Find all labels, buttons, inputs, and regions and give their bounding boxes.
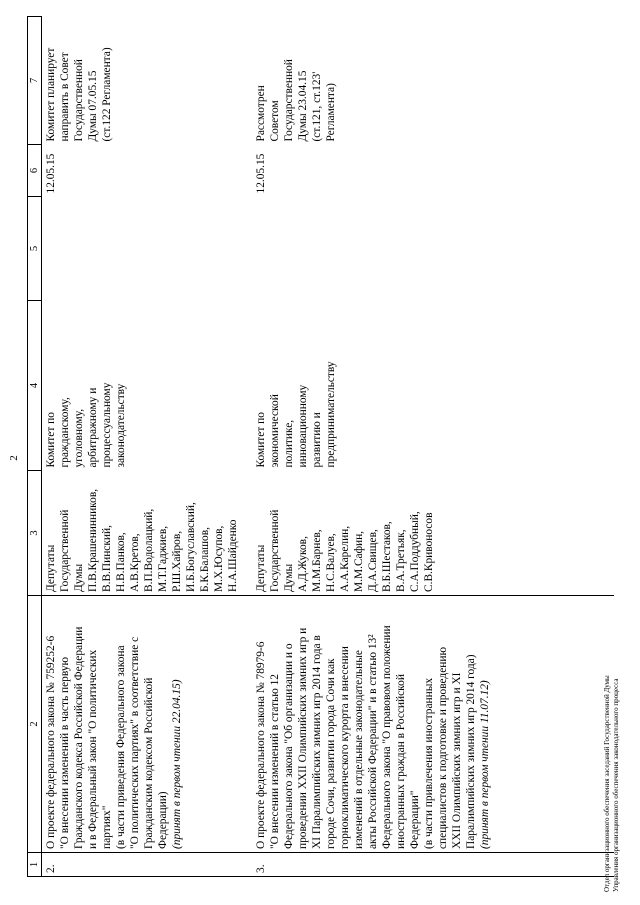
column-number: 7 [28,17,42,145]
page-number: 2 [8,455,20,461]
author-line: А.Д.Жуков, [297,536,309,592]
bill-title-line: горноклиматического курорта и внесении [339,646,351,849]
committee-line: арбитражному и [87,387,99,468]
bill-title-line: партиях" [101,805,113,849]
author-line: Депутаты [255,544,267,592]
status-line: (ст.122 Регламента) [101,47,113,142]
author-line: Государственной [59,509,71,592]
committee-cell [252,301,614,471]
bill-title-line: проведении XXII Олимпийских зимних игр и [297,627,309,849]
column-number: 1 [28,853,42,877]
committee-line: развитию и [311,412,323,468]
row-number: 2. [42,853,253,877]
bill-title-line: Федерации" [409,790,421,849]
author-line: С.В.Кривоносов [423,512,435,592]
column-5-cell [42,197,253,301]
committee-line: процессуальному [101,382,113,468]
status-line: Рассмотрен [255,85,267,142]
status-line: Регламента) [325,83,337,142]
committee-line: уголовному, [73,408,85,468]
bill-title-line: Федерации) [157,791,169,849]
column-number: 5 [28,197,42,301]
bill-title-line: иностранных граждан в Российской [395,674,407,849]
authors-cell [42,471,253,596]
status-line: (ст.121, ст.123' [311,71,323,142]
column-number-row [28,17,42,877]
author-line: Депутаты [45,544,57,592]
author-line: М.Т.Гаджиев, [157,525,169,592]
column-number: 6 [28,145,42,197]
footer-line: Управления организационного обеспечения законодательного процесса [612,678,620,892]
author-line: П.В.Крашенинников, [87,488,99,592]
committee-line: экономической [269,394,281,468]
bill-title-line: Гражданского кодекса Российской Федерации [73,626,85,849]
committee-line: законодательству [115,383,127,468]
bill-title-line: "О внесении изменений в часть первую [59,656,71,849]
bill-title-line: Федерального закона "Об организации и о [283,643,295,849]
committee-line: Комитет по [45,412,57,468]
reading-note: (принят в первом чтении 22.04.15) [171,679,183,849]
status-cell [252,17,614,145]
date-cell: 12.05.15 [255,153,267,194]
column-number: 2 [28,596,42,853]
author-line: Р.Ш.Хайров, [171,530,183,592]
author-line: И.Б.Богуславский, [185,502,197,592]
status-line: Думы 23.04.15 [297,70,309,142]
bill-title-line: акты Российской Федерации" и в статью 13² [367,634,379,849]
bill-title-line: (в части привлечения иностранных [423,677,435,849]
status-line: Комитет планирует [45,47,57,142]
table-row [252,17,614,877]
status-line: Думы 07.05.15 [87,70,99,142]
bill-title-line: городе Сочи, развитии города Сочи как [325,658,337,849]
bill-title-line: и в Федеральный закон "О политических [87,649,99,849]
author-line: В.П.Водолацкий, [143,508,155,592]
bill-title-line: специалистов к подготовке и проведению [437,647,449,849]
author-line: А.А.Карелин, [339,525,351,592]
bill-title-line: "О внесении изменений в статью 12 [269,674,281,849]
author-line: Н.А.Шайденко [227,519,239,592]
bill-title-line: XI Паралимпийских зимних игр 2014 года в [311,635,323,849]
author-line: Н.В.Панков, [115,532,127,592]
bill-title-line: О проекте федерального закона № 759252-6 [45,635,57,849]
bill-title-line: (в части приведения Федерального закона [115,645,127,849]
author-line: В.А.Третьяк, [395,529,407,592]
author-line: А.В.Кретов, [129,533,141,592]
author-line: Государственной [269,509,281,592]
status-line: направить в Совет [59,52,71,142]
reading-note: (принят в первом чтении 11.07.12) [479,680,491,849]
bill-title-line: Федерального закона "О правовом положении [381,625,393,849]
committee-cell [42,301,253,471]
author-line: Н.С.Валуев, [325,533,337,592]
author-line: М.Х.Юсупов, [213,525,225,592]
bill-title-line: Паралимпийских зимних игр 2014 года) [465,654,477,849]
status-line: Государственной [73,59,85,142]
table-row [42,17,253,877]
author-line: В.Б.Шестаков, [381,521,393,592]
status-line: Советом [269,100,281,142]
author-line: Д.А.Свищев, [367,529,379,592]
author-line: Б.К.Балашов, [199,527,211,592]
author-line: В.В.Пинский, [101,525,113,592]
date-cell: 12.05.15 [45,153,57,194]
committee-line: политике, [283,419,295,468]
bills-table [27,16,614,877]
footer-line: Отдел организационного обеспечения заседаний Государственной Думы [603,675,611,892]
row-number: 3. [252,853,614,877]
author-line: Думы [283,563,295,592]
column-number: 3 [28,471,42,596]
author-line: М.М.Сафин, [353,530,365,592]
committee-line: гражданскому, [59,397,71,468]
author-line: М.М.Барнев, [311,529,323,592]
bill-title-line: изменений в отдельные законодательные [353,650,365,849]
bill-title-line: "О политических партиях" в соответствие с [129,636,141,849]
author-line: Думы [73,563,85,592]
bill-title-cell [252,596,614,853]
document-sheet [27,17,627,877]
bill-title-cell [42,596,253,853]
column-number: 4 [28,301,42,471]
committee-line: инновационному [297,384,309,468]
column-5-cell [252,197,614,301]
bill-title-line: О проекте федерального закона № 78979-6 [255,641,267,849]
status-cell [42,17,253,145]
bill-title-line: XXII Олимпийских зимних игр и XI [451,672,463,849]
committee-line: предпринимательству [325,361,337,468]
bill-title-line: Гражданским кодексом Российской [143,677,155,849]
footer-department [603,632,621,892]
authors-cell [252,471,614,596]
committee-line: Комитет по [255,412,267,468]
author-line: С.А.Поддубный, [409,511,421,592]
status-line: Государственной [283,59,295,142]
